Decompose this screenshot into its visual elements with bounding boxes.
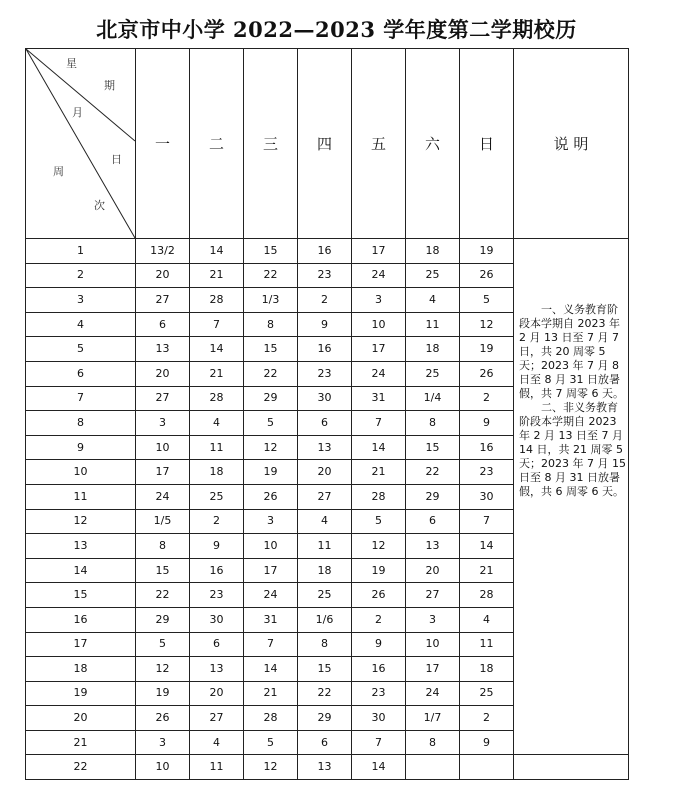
date-cell: 27	[136, 288, 190, 313]
date-cell: 24	[352, 361, 406, 386]
date-cell: 20	[136, 361, 190, 386]
date-cell: 6	[136, 312, 190, 337]
date-cell: 28	[352, 484, 406, 509]
date-cell: 19	[460, 239, 514, 264]
date-cell: 5	[352, 509, 406, 534]
date-cell: 14	[352, 755, 406, 780]
date-cell: 4	[406, 288, 460, 313]
date-cell: 27	[406, 583, 460, 608]
date-cell: 7	[352, 411, 406, 436]
date-cell: 5	[244, 730, 298, 755]
date-cell: 12	[352, 534, 406, 559]
day-header: 六	[406, 49, 460, 239]
date-cell: 19	[136, 681, 190, 706]
date-cell: 17	[136, 460, 190, 485]
date-cell: 13	[136, 337, 190, 362]
date-cell: 4	[190, 730, 244, 755]
day-header: 日	[460, 49, 514, 239]
date-cell: 23	[352, 681, 406, 706]
date-cell: 19	[460, 337, 514, 362]
date-cell: 9	[460, 730, 514, 755]
week-number: 20	[26, 706, 136, 731]
date-cell: 8	[298, 632, 352, 657]
week-number: 3	[26, 288, 136, 313]
date-cell: 24	[352, 263, 406, 288]
date-cell: 20	[406, 558, 460, 583]
week-number: 12	[26, 509, 136, 534]
week-number: 18	[26, 657, 136, 682]
date-cell: 11	[190, 755, 244, 780]
date-cell: 2	[352, 607, 406, 632]
date-cell: 11	[460, 632, 514, 657]
day-header: 一	[136, 49, 190, 239]
date-cell: 1/7	[406, 706, 460, 731]
date-cell: 15	[244, 337, 298, 362]
date-cell: 30	[460, 484, 514, 509]
date-cell: 26	[460, 361, 514, 386]
empty-notes-cell	[514, 755, 629, 780]
date-cell: 9	[298, 312, 352, 337]
date-cell: 14	[460, 534, 514, 559]
date-cell: 23	[190, 583, 244, 608]
date-cell: 17	[352, 337, 406, 362]
date-cell: 28	[190, 288, 244, 313]
note-paragraph: 一、义务教育阶段本学期自 2023 年 2 月 13 日至 7 月 7 日，共 20 周零 5 天；2023 年 7 月 8 日至 8 月 31 日放暑假，共 7 周零 6 天。	[519, 303, 624, 400]
date-cell: 3	[406, 607, 460, 632]
date-cell: 9	[190, 534, 244, 559]
week-row	[26, 239, 629, 264]
date-cell: 16	[460, 435, 514, 460]
week-number: 9	[26, 435, 136, 460]
week-number: 22	[26, 755, 136, 780]
date-cell: 8	[406, 411, 460, 436]
week-number: 19	[26, 681, 136, 706]
date-cell: 19	[352, 558, 406, 583]
date-cell: 6	[298, 730, 352, 755]
date-cell: 18	[298, 558, 352, 583]
date-cell: 1/5	[136, 509, 190, 534]
date-cell: 1/3	[244, 288, 298, 313]
date-cell: 21	[190, 361, 244, 386]
date-cell: 24	[406, 681, 460, 706]
date-cell: 13/2	[136, 239, 190, 264]
diagonal-lines	[26, 49, 135, 238]
date-cell: 3	[352, 288, 406, 313]
date-cell: 15	[298, 657, 352, 682]
date-cell: 11	[190, 435, 244, 460]
date-cell: 23	[298, 263, 352, 288]
date-cell: 14	[244, 657, 298, 682]
date-cell: 25	[460, 681, 514, 706]
date-cell: 28	[190, 386, 244, 411]
date-cell: 10	[406, 632, 460, 657]
date-cell: 14	[190, 337, 244, 362]
page-title: 北京市中小学 2022—2023 学年度第二学期校历	[96, 17, 577, 42]
date-cell: 27	[136, 386, 190, 411]
corner-header-cell	[26, 49, 136, 239]
date-cell: 18	[406, 337, 460, 362]
date-cell: 16	[352, 657, 406, 682]
date-cell: 2	[190, 509, 244, 534]
date-cell: 2	[460, 706, 514, 731]
date-cell: 16	[298, 337, 352, 362]
date-cell: 24	[136, 484, 190, 509]
date-cell: 17	[406, 657, 460, 682]
date-cell: 14	[190, 239, 244, 264]
week-number: 6	[26, 361, 136, 386]
corner-label-yue: 月	[72, 106, 83, 119]
corner-label-zhou: 周	[53, 165, 64, 178]
corner-label-qi: 期	[104, 79, 115, 92]
week-number: 15	[26, 583, 136, 608]
date-cell: 26	[352, 583, 406, 608]
date-cell: 24	[244, 583, 298, 608]
date-cell: 25	[298, 583, 352, 608]
date-cell: 4	[298, 509, 352, 534]
date-cell: 30	[298, 386, 352, 411]
date-cell: 25	[406, 361, 460, 386]
date-cell: 21	[460, 558, 514, 583]
date-cell: 7	[460, 509, 514, 534]
date-cell: 9	[352, 632, 406, 657]
date-cell: 9	[460, 411, 514, 436]
date-cell: 10	[136, 755, 190, 780]
date-cell: 22	[136, 583, 190, 608]
date-cell: 10	[352, 312, 406, 337]
date-cell: 3	[244, 509, 298, 534]
date-cell: 13	[298, 435, 352, 460]
day-header: 四	[298, 49, 352, 239]
date-cell: 16	[298, 239, 352, 264]
date-cell: 13	[406, 534, 460, 559]
date-cell: 11	[406, 312, 460, 337]
date-cell: 7	[190, 312, 244, 337]
week-number: 21	[26, 730, 136, 755]
date-cell: 19	[244, 460, 298, 485]
date-cell: 26	[136, 706, 190, 731]
date-cell: 17	[352, 239, 406, 264]
date-cell: 12	[136, 657, 190, 682]
date-cell: 6	[298, 411, 352, 436]
notes-cell	[514, 239, 629, 755]
day-header: 二	[190, 49, 244, 239]
date-cell: 25	[406, 263, 460, 288]
date-cell: 25	[190, 484, 244, 509]
week-number: 17	[26, 632, 136, 657]
date-cell: 3	[136, 730, 190, 755]
week-number: 14	[26, 558, 136, 583]
date-cell: 1/4	[406, 386, 460, 411]
date-cell: 6	[190, 632, 244, 657]
date-cell: 12	[244, 435, 298, 460]
corner-label-xing: 星	[66, 57, 77, 70]
date-cell: 5	[136, 632, 190, 657]
date-cell	[406, 755, 460, 780]
date-cell: 23	[298, 361, 352, 386]
date-cell: 31	[244, 607, 298, 632]
date-cell: 22	[298, 681, 352, 706]
note-paragraph: 二、非义务教育阶段本学期自 2023 年 2 月 13 日至 7 月 14 日，共 21 周零 5 天；2023 年 7 月 15 日至 8 月 31 日放暑假，共 6 周零 6 天。	[519, 401, 626, 498]
week-number: 10	[26, 460, 136, 485]
date-cell: 29	[298, 706, 352, 731]
date-cell: 10	[136, 435, 190, 460]
date-cell: 28	[244, 706, 298, 731]
date-cell: 6	[406, 509, 460, 534]
date-cell: 1/6	[298, 607, 352, 632]
date-cell: 16	[190, 558, 244, 583]
date-cell: 7	[244, 632, 298, 657]
date-cell: 8	[136, 534, 190, 559]
week-number: 13	[26, 534, 136, 559]
date-cell: 10	[244, 534, 298, 559]
date-cell: 12	[244, 755, 298, 780]
date-cell: 26	[460, 263, 514, 288]
date-cell: 27	[298, 484, 352, 509]
corner-label-ci: 次	[94, 199, 105, 212]
date-cell: 4	[460, 607, 514, 632]
week-row	[26, 755, 629, 780]
day-header: 五	[352, 49, 406, 239]
date-cell: 20	[190, 681, 244, 706]
date-cell: 7	[352, 730, 406, 755]
date-cell: 2	[298, 288, 352, 313]
notes-header: 说 明	[514, 49, 629, 239]
date-cell: 12	[460, 312, 514, 337]
week-number: 16	[26, 607, 136, 632]
date-cell: 22	[244, 263, 298, 288]
date-cell: 31	[352, 386, 406, 411]
date-cell: 18	[190, 460, 244, 485]
date-cell: 21	[352, 460, 406, 485]
week-number: 11	[26, 484, 136, 509]
school-calendar-table	[25, 48, 629, 780]
date-cell: 17	[244, 558, 298, 583]
date-cell: 13	[298, 755, 352, 780]
date-cell: 15	[406, 435, 460, 460]
date-cell: 8	[406, 730, 460, 755]
date-cell: 20	[298, 460, 352, 485]
date-cell: 30	[190, 607, 244, 632]
date-cell: 21	[190, 263, 244, 288]
date-cell: 20	[136, 263, 190, 288]
date-cell: 3	[136, 411, 190, 436]
date-cell: 11	[298, 534, 352, 559]
date-cell: 21	[244, 681, 298, 706]
date-cell: 2	[460, 386, 514, 411]
date-cell: 22	[244, 361, 298, 386]
date-cell: 29	[136, 607, 190, 632]
date-cell: 23	[460, 460, 514, 485]
date-cell: 5	[244, 411, 298, 436]
date-cell: 30	[352, 706, 406, 731]
date-cell: 15	[136, 558, 190, 583]
date-cell: 15	[244, 239, 298, 264]
week-number: 7	[26, 386, 136, 411]
date-cell: 27	[190, 706, 244, 731]
date-cell: 18	[406, 239, 460, 264]
date-cell: 29	[244, 386, 298, 411]
date-cell	[460, 755, 514, 780]
date-cell: 5	[460, 288, 514, 313]
week-number: 4	[26, 312, 136, 337]
date-cell: 4	[190, 411, 244, 436]
date-cell: 8	[244, 312, 298, 337]
date-cell: 22	[406, 460, 460, 485]
date-cell: 14	[352, 435, 406, 460]
corner-label-ri: 日	[111, 153, 122, 166]
date-cell: 13	[190, 657, 244, 682]
date-cell: 28	[460, 583, 514, 608]
date-cell: 29	[406, 484, 460, 509]
header-row	[26, 49, 629, 239]
week-number: 1	[26, 239, 136, 264]
day-header: 三	[244, 49, 298, 239]
date-cell: 26	[244, 484, 298, 509]
week-number: 5	[26, 337, 136, 362]
week-number: 2	[26, 263, 136, 288]
date-cell: 18	[460, 657, 514, 682]
week-number: 8	[26, 411, 136, 436]
